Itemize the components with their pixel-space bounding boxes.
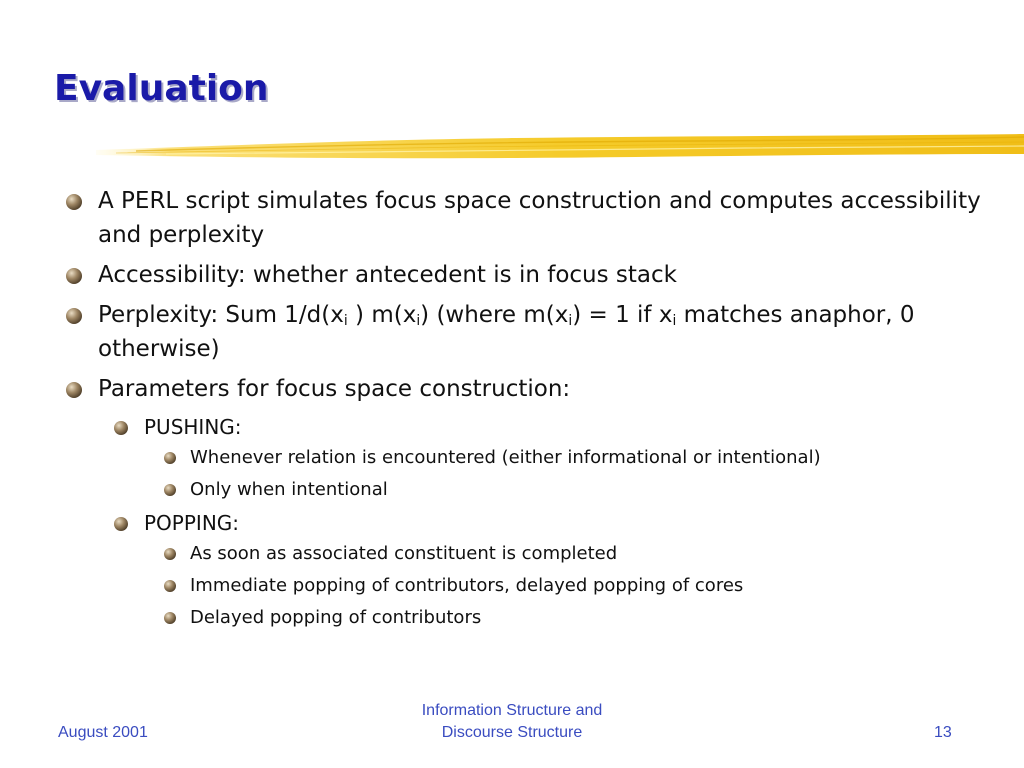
sphere-bullet-icon	[164, 580, 176, 592]
sphere-bullet-icon	[164, 484, 176, 496]
slide-title: Evaluation	[54, 68, 269, 109]
sub-bullet-text: POPPING:	[144, 511, 240, 535]
sphere-bullet-icon	[164, 452, 176, 464]
footer-title-line: Discourse Structure	[441, 724, 583, 741]
sphere-bullet-icon	[164, 612, 176, 624]
sub-sub-bullet-text: Only when intentional	[190, 479, 388, 500]
sphere-bullet-icon	[164, 548, 176, 560]
footer-date: August 2001	[58, 724, 148, 741]
sub-sub-bullet-item	[60, 572, 1000, 600]
bullet-text: Parameters for focus space construction:	[98, 376, 571, 402]
title-underline-swoosh	[96, 124, 1024, 168]
slide-body	[60, 184, 1000, 636]
bullet-item	[60, 258, 1000, 292]
bullet-text: A PERL script simulates focus space construction and computes accessibility and perplexity	[98, 188, 981, 248]
sub-sub-bullet-item	[60, 604, 1000, 632]
sub-sub-bullet-text: Whenever relation is encountered (either informational or intentional)	[190, 447, 821, 468]
bullet-item	[60, 372, 1000, 406]
sub-sub-bullet-item	[60, 540, 1000, 568]
sub-sub-bullet-text: Immediate popping of contributors, delayed popping of cores	[190, 575, 744, 596]
sphere-bullet-icon	[114, 421, 128, 435]
sub-bullet-item	[60, 412, 1000, 442]
sub-bullet-item	[60, 508, 1000, 538]
bullet-item	[60, 184, 1000, 252]
sub-bullet-text: PUSHING:	[144, 415, 242, 439]
bullet-text: Perplexity: Sum $1/d(x_i$ ) $m(x_i)$ (where $m(x_i) = 1$ if $x_i$ matches anaphor, 0 otherwise)	[98, 302, 915, 362]
sphere-bullet-icon	[114, 517, 128, 531]
footer-title-line: Information Structure and	[421, 702, 603, 719]
bullet-item	[60, 298, 1000, 366]
sub-sub-bullet-text: As soon as associated constituent is completed	[190, 543, 618, 564]
footer-title	[392, 700, 632, 744]
page-number: 13	[934, 724, 952, 741]
sub-sub-bullet-text: Delayed popping of contributors	[190, 607, 482, 628]
sphere-bullet-icon	[66, 382, 82, 398]
sphere-bullet-icon	[66, 194, 82, 210]
sub-sub-bullet-item	[60, 476, 1000, 504]
sub-sub-bullet-item	[60, 444, 1000, 472]
bullet-text: Accessibility: whether antecedent is in focus stack	[98, 262, 677, 288]
sphere-bullet-icon	[66, 268, 82, 284]
sphere-bullet-icon	[66, 308, 82, 324]
